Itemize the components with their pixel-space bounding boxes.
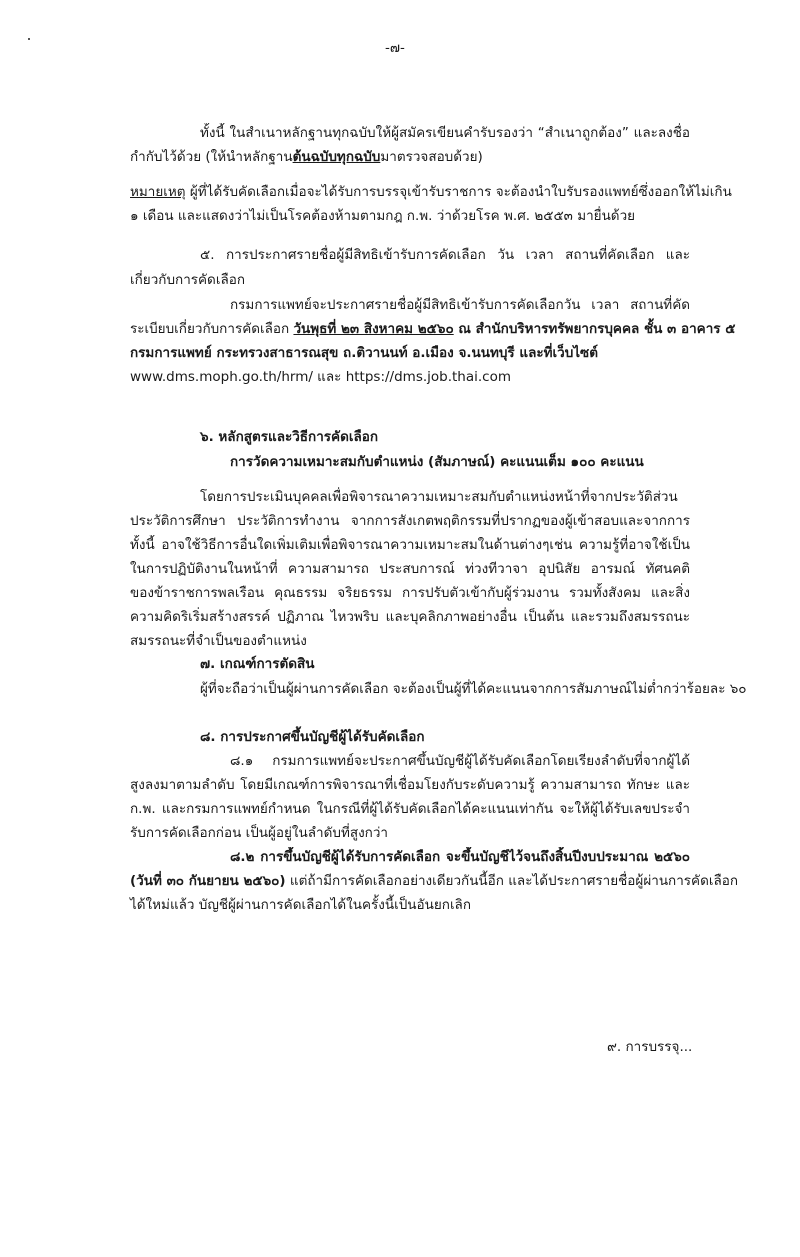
section5-line [130, 319, 735, 339]
section8-heading: ๘. การประกาศขึ้นบัญชีผู้ได้รับคัดเลือก [200, 729, 425, 745]
evidence-line: ทั้งนี้ ในสำเนาหลักฐานทุกฉบับให้ผู้สมัครเขียนคำรับรองว่า “สำเนาถูกต้อง” และลงชื่อ [200, 125, 690, 141]
note-label: หมายเหตุ [130, 184, 186, 200]
section6-line: ทั้งนี้ อาจใช้วิธีการอื่นใดเพิ่มเติมเพื่อพิจารณาความเหมาะสมในด้านต่างๆเช่น ความรู้ที่อาจใช้เป็น [130, 537, 690, 553]
section5-line: กรมการแพทย์ กระทรวงสาธารณสุข ถ.ติวานนท์ อ.เมือง จ.นนทบุรี และที่เว็บไซต์ [130, 345, 598, 361]
selection-date: วันพุธที่ ๒๓ สิงหาคม ๒๕๖๐ [293, 321, 454, 337]
note-line: ๑ เดือน และแสดงว่าไม่เป็นโรคต้องห้ามตามกฎ ก.พ. ว่าด้วยโรค พ.ศ. ๒๕๕๓ มายื่นด้วย [130, 208, 636, 224]
text: กำกับไว้ด้วย (ให้นำหลักฐาน [130, 149, 293, 165]
section8-line: ก.พ. และกรมการแพทย์กำหนด ในกรณีที่ผู้ได้รับคัดเลือกได้คะแนนเท่ากัน จะให้ผู้ได้รับเลขประจำ [130, 801, 690, 817]
section6-line: โดยการประเมินบุคคลเพื่อพิจารณาความเหมาะสมกับตำแหน่งหน้าที่จากประวัติส่วน [200, 489, 678, 505]
section8-line: ได้ใหม่แล้ว บัญชีผู้ผ่านการคัดเลือกได้ในครั้งนี้เป็นอันยกเลิก [130, 897, 472, 913]
list-end-date: (วันที่ ๓๐ กันยายน ๒๕๖๐) [130, 873, 286, 889]
section6-line: ความคิดริเริ่มสร้างสรรค์ ปฏิภาณ ไหวพริบ และบุคลิกภาพอย่างอื่น เป็นต้น และรวมถึงสมรรถนะ [130, 609, 690, 625]
text: แต่ถ้ามีการคัดเลือกอย่างเดียวกันนี้อีก และได้ประกาศรายชื่อผู้ผ่านการคัดเลือก [285, 873, 739, 889]
section6-line: ในการปฏิบัติงานในหน้าที่ ความสามารถ ประสบการณ์ ท่วงทีวาจา อุปนิสัย อารมณ์ ทัศนคติ [130, 561, 690, 577]
section5-line: กรมการแพทย์จะประกาศรายชื่อผู้มีสิทธิเข้ารับการคัดเลือกวัน เวลา สถานที่คัด [230, 297, 690, 313]
original-documents-emphasis: ต้นฉบับทุกฉบับ [292, 149, 381, 165]
section8-line: รับการคัดเลือกก่อน เป็นผู้อยู่ในลำดับที่สูงกว่า [130, 825, 389, 841]
continuation-text: ๙. การบรรจุ... [607, 1039, 693, 1055]
section7-heading: ๗. เกณฑ์การตัดสิน [200, 656, 315, 672]
page-number: -๗- [385, 40, 405, 56]
section6-heading: ๖. หลักสูตรและวิธีการคัดเลือก [200, 429, 379, 445]
section8-line [130, 871, 739, 891]
section5-heading: ๕. การประกาศรายชื่อผู้มีสิทธิเข้ารับการคัดเลือก วัน เวลา สถานที่คัดเลือก และ [200, 247, 690, 263]
website-links: www.dms.moph.go.th/hrm/ และ https://dms.job.thai.com [130, 369, 512, 385]
section6-line: สมรรถนะที่จำเป็นของตำแหน่ง [130, 633, 307, 649]
section8-line: ๘.๑ กรมการแพทย์จะประกาศขึ้นบัญชีผู้ได้รับคัดเลือกโดยเรียงลำดับที่จากผู้ได้ [230, 753, 690, 769]
note-line [130, 182, 732, 202]
text: ผู้ที่ได้รับคัดเลือกเมื่อจะได้รับการบรรจุเข้ารับราชการ จะต้องนำใบรับรองแพทย์ซึ่งออกให้ไม่เกิน [185, 184, 732, 200]
scan-speck [28, 38, 30, 40]
section7-line: ผู้ที่จะถือว่าเป็นผู้ผ่านการคัดเลือก จะต้องเป็นผู้ที่ได้คะแนนจากการสัมภาษณ์ไม่ต่ำกว่าร้อยละ ๖๐ [200, 681, 747, 697]
section6-subheading: การวัดความเหมาะสมกับตำแหน่ง (สัมภาษณ์) คะแนนเต็ม ๑๐๐ คะแนน [230, 454, 644, 470]
section5-heading: เกี่ยวกับการคัดเลือก [130, 272, 245, 288]
text: ระเบียบเกี่ยวกับการคัดเลือก [130, 321, 294, 337]
evidence-line [130, 147, 483, 167]
text: มาตรวจสอบด้วย) [380, 149, 483, 165]
section6-line: ประวัติการศึกษา ประวัติการทำงาน จากการสังเกตพฤติกรรมที่ปรากฏของผู้เข้าสอบและจากการ [130, 513, 690, 529]
section8-line: ๘.๒ การขึ้นบัญชีผู้ได้รับการคัดเลือก จะขึ้นบัญชีไว้จนถึงสิ้นปีงบประมาณ ๒๕๖๐ [230, 849, 690, 865]
section6-line: ของข้าราชการพลเรือน คุณธรรม จริยธรรม การปรับตัวเข้ากับผู้ร่วมงาน รวมทั้งสังคม และสิ่ง [130, 585, 690, 601]
section8-line: สูงลงมาตามลำดับ โดยมีเกณฑ์การพิจารณาที่เชื่อมโยงกับระดับความรู้ ความสามารถ ทักษะ และ [130, 777, 690, 793]
selection-venue: ณ สำนักบริหารทรัพยากรบุคคล ชั้น ๓ อาคาร ๕ [453, 321, 736, 337]
